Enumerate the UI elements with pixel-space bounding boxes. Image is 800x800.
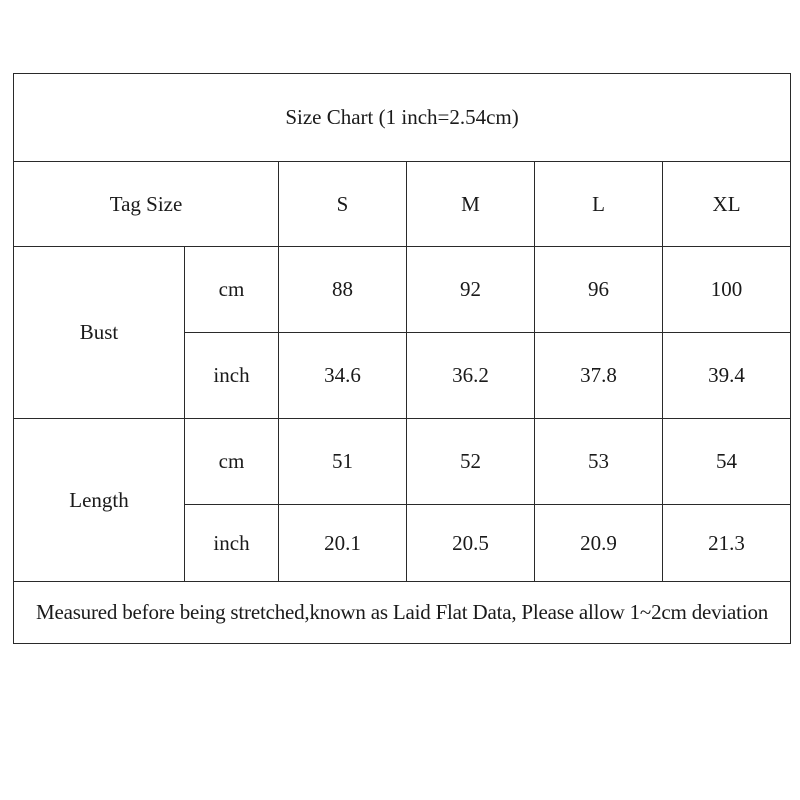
value-cell: 96: [535, 247, 663, 333]
size-header-xl: XL: [663, 162, 791, 247]
value-cell: 100: [663, 247, 791, 333]
value-cell: 53: [535, 419, 663, 505]
unit-label: inch: [185, 333, 279, 419]
value-cell: 36.2: [407, 333, 535, 419]
value-cell: 92: [407, 247, 535, 333]
tag-size-label: Tag Size: [14, 162, 279, 247]
value-cell: 52: [407, 419, 535, 505]
measurement-label-bust: Bust: [14, 247, 185, 419]
value-cell: 20.1: [279, 505, 407, 582]
value-cell: 51: [279, 419, 407, 505]
measurement-label-length: Length: [14, 419, 185, 582]
value-cell: 37.8: [535, 333, 663, 419]
unit-label: inch: [185, 505, 279, 582]
size-chart-title: Size Chart (1 inch=2.54cm): [14, 74, 791, 162]
value-cell: 20.5: [407, 505, 535, 582]
value-cell: 34.6: [279, 333, 407, 419]
value-cell: 21.3: [663, 505, 791, 582]
header-row: [14, 162, 791, 247]
measurement-note: Measured before being stretched,known as Laid Flat Data, Please allow 1~2cm deviation: [14, 582, 791, 644]
value-cell: 39.4: [663, 333, 791, 419]
unit-label: cm: [185, 419, 279, 505]
unit-label: cm: [185, 247, 279, 333]
table-row: [14, 419, 791, 505]
value-cell: 54: [663, 419, 791, 505]
value-cell: 20.9: [535, 505, 663, 582]
note-row: [14, 582, 791, 644]
value-cell: 88: [279, 247, 407, 333]
size-header-m: M: [407, 162, 535, 247]
size-header-s: S: [279, 162, 407, 247]
size-chart-table: [13, 73, 791, 644]
size-header-l: L: [535, 162, 663, 247]
table-row: [14, 247, 791, 333]
title-row: [14, 74, 791, 162]
